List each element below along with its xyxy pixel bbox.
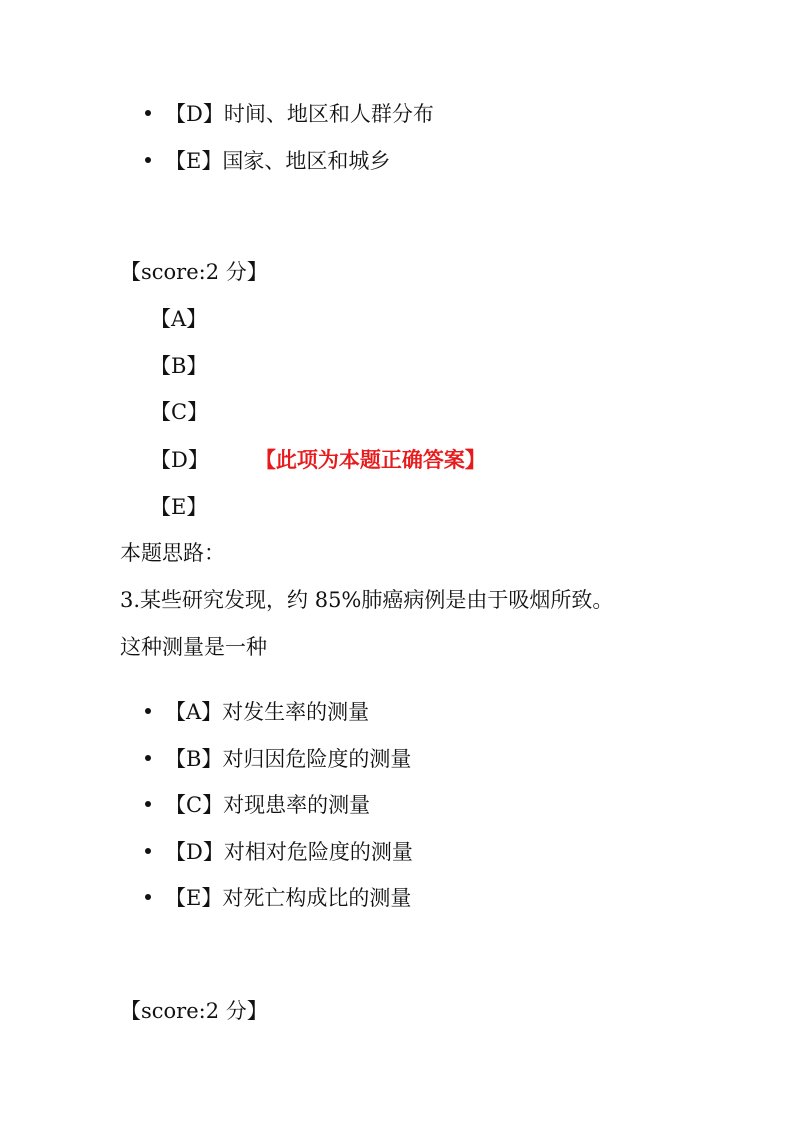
option-text: 对归因危险度的测量 (222, 747, 412, 771)
q2-answer-d (150, 444, 486, 474)
option-letter: 【E】 (165, 149, 223, 173)
option-letter: 【A】 (165, 700, 223, 724)
option-letter: 【E】 (165, 886, 223, 910)
option-text: 对相对危险度的测量 (223, 840, 413, 864)
q2-answer-c (150, 396, 208, 426)
q3-option-b (145, 743, 411, 773)
q3-option-d (145, 836, 413, 866)
bullet-icon (145, 801, 151, 807)
answer-letter: 【E】 (150, 495, 208, 519)
q2-option-d (145, 98, 434, 128)
bullet-icon (145, 157, 151, 163)
answer-letter: 【B】 (150, 354, 208, 378)
bullet-icon (145, 894, 151, 900)
answer-letter: 【A】 (150, 307, 208, 331)
q2-answer-b (150, 350, 207, 380)
correct-answer-mark: 【此项为本题正确答案】 (254, 447, 486, 472)
q3-stem-line1: 3.某些研究发现，约 85%肺癌病例是由于吸烟所致。 (120, 588, 614, 612)
q2-option-e (145, 145, 390, 175)
q3-option-c (145, 789, 370, 819)
q3-score: 【score:2 分】 (120, 999, 268, 1023)
option-letter: 【B】 (165, 747, 223, 771)
answer-letter: 【C】 (150, 400, 209, 424)
option-letter: 【D】 (165, 840, 224, 864)
q2-score: 【score:2 分】 (120, 260, 268, 284)
option-text: 对发生率的测量 (222, 700, 370, 724)
option-text: 对现患率的测量 (223, 793, 371, 817)
q2-thinking-label: 本题思路： (120, 541, 225, 565)
option-text: 对死亡构成比的测量 (222, 886, 412, 910)
option-letter: 【D】 (165, 102, 224, 126)
q3-option-e (145, 882, 411, 912)
bullet-icon (145, 848, 151, 854)
option-text: 时间、地区和人群分布 (223, 102, 434, 126)
q2-answer-e (150, 491, 207, 521)
bullet-icon (145, 708, 151, 714)
q3-option-a (145, 696, 369, 726)
answer-letter: 【D】 (150, 448, 209, 472)
option-text: 国家、地区和城乡 (222, 149, 391, 173)
option-letter: 【C】 (165, 793, 224, 817)
q2-answer-a (150, 303, 207, 333)
q3-stem-line2: 这种测量是一种 (120, 635, 267, 659)
bullet-icon (145, 110, 151, 116)
bullet-icon (145, 755, 151, 761)
